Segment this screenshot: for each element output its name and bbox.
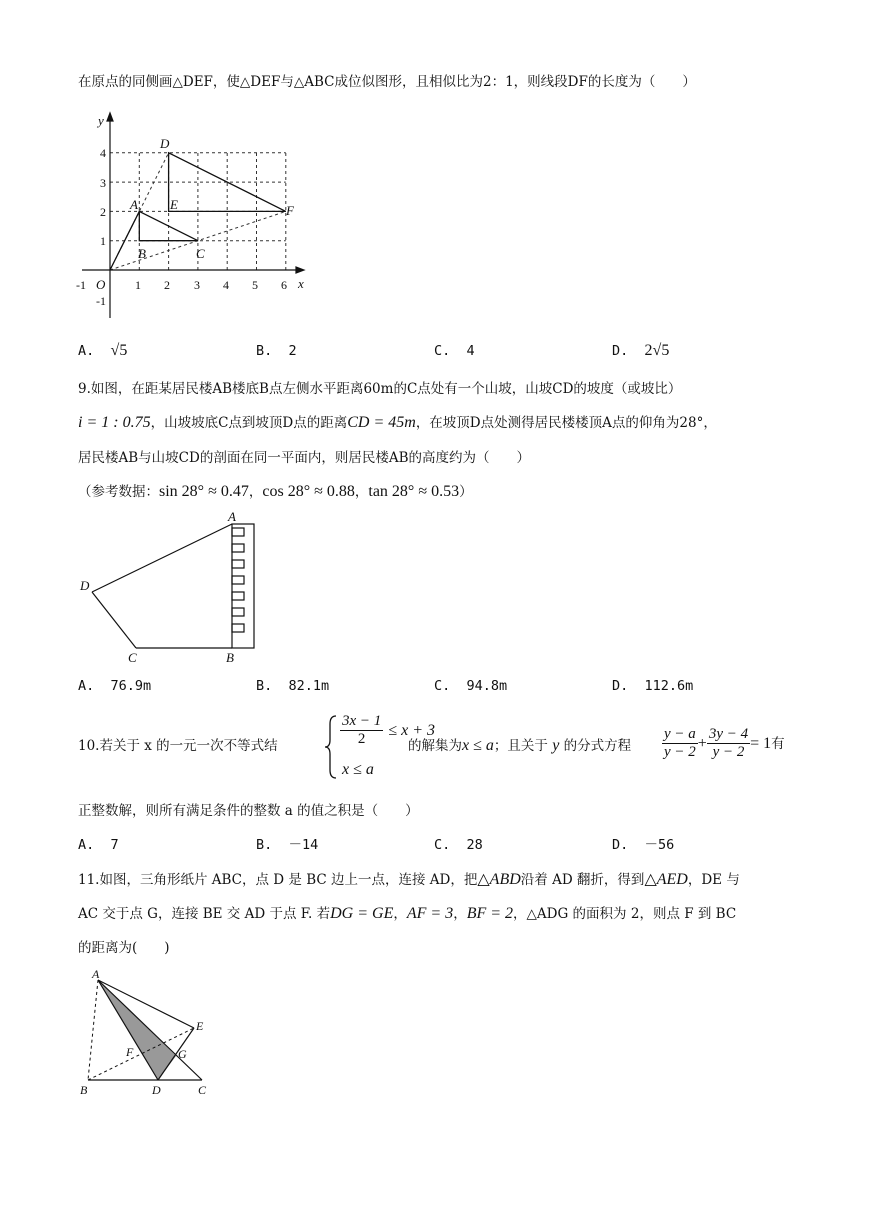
q8-stem: 在原点的同侧画△DEF，使△DEF与△ABC成位似图形，且相似比为2：1，则线段DF的长度为（ ）	[78, 74, 696, 90]
y-tick: 3	[100, 176, 106, 190]
label-a: A	[228, 509, 236, 524]
point-f-label: F	[286, 203, 294, 218]
q10-prefix: 10.若关于 x 的一元一次不等式结	[78, 738, 278, 754]
q10-option-c[interactable]: C. 28	[434, 837, 483, 853]
point-a-label: A	[130, 197, 138, 212]
point-b-label: B	[138, 246, 146, 261]
x-tick: 1	[135, 278, 141, 292]
q9-option-d[interactable]: D. 112.6m	[612, 678, 694, 694]
label-c: C	[128, 650, 137, 665]
label-c: C	[198, 1083, 207, 1097]
x-tick: 3	[194, 278, 200, 292]
q10-brace	[324, 714, 338, 780]
label-d: D	[80, 578, 90, 593]
label-e: E	[196, 1019, 204, 1033]
label-b: B	[226, 650, 234, 665]
q9-option-c[interactable]: C. 94.8m	[434, 678, 508, 694]
q10-option-d[interactable]: D. －56	[612, 837, 675, 853]
q8-option-b[interactable]: B. 2	[256, 343, 297, 359]
q10-line2: 正整数解，则所有满足条件的整数 a 的值之积是（ ）	[78, 803, 419, 819]
q9-figure	[76, 508, 276, 668]
q9-option-a[interactable]: A. 76.9m	[78, 678, 152, 694]
x-tick: 4	[223, 278, 229, 292]
q11-figure	[76, 966, 226, 1100]
x-tick: -1	[76, 278, 86, 292]
q11-line1: 11.如图，三角形纸片 ABC，点 D 是 BC 边上一点，连接 AD，把△ABD沿着 AD 翻折，得到△AED，DE 与	[78, 871, 740, 888]
q8-coordinate-figure	[72, 108, 322, 323]
q9-line2: i = 1 : 0.75，山坡坡底C点到坡顶D点的距离CD = 45m，在坡顶D点处测得居民楼楼顶A点的仰角为28°，	[78, 414, 717, 431]
y-tick: -1	[96, 294, 106, 308]
point-c-label: C	[196, 246, 205, 261]
y-tick: 4	[100, 146, 106, 160]
label-b: B	[80, 1083, 88, 1097]
x-tick: 5	[252, 278, 258, 292]
q9-line1: 9.如图，在距某居民楼AB楼底B点左侧水平距离60m的C点处有一个山坡，山坡CD的坡度（或坡比）	[78, 381, 682, 397]
y-tick: 1	[100, 234, 106, 248]
x-axis-label: x	[298, 276, 304, 291]
q10-option-b[interactable]: B. －14	[256, 837, 319, 853]
q10-inequality-1: $\frac{3x - 1}{2}$ ≤ x + 3	[342, 713, 436, 747]
x-tick: 6	[281, 278, 287, 292]
q10-middle: 的解集为x ≤ a；且关于 y 的分式方程	[408, 737, 632, 754]
q11-line3: 的距离为( )	[78, 940, 170, 956]
q10-fractional-equation: $\frac{y - a}{y - 2}$ + $\frac{3y - 4}{y - 2}$ = 1有	[664, 726, 785, 760]
label-f: F	[126, 1045, 134, 1059]
q9-line3: 居民楼AB与山坡CD的剖面在同一平面内，则居民楼AB的高度约为（ ）	[78, 450, 530, 466]
origin-label: O	[96, 277, 106, 292]
y-tick: 2	[100, 205, 106, 219]
q9-reference-data: （参考数据：sin 28° ≈ 0.47，cos 28° ≈ 0.88，tan 28° ≈ 0.53）	[78, 483, 473, 500]
q11-line2: AC 交于点 G，连接 BE 交 AD 于点 F. 若DG = GE，AF = 3，BF = 2，△ADG 的面积为 2，则点 F 到 BC	[78, 905, 737, 922]
q8-option-d[interactable]: D. 2√5	[612, 342, 670, 359]
y-axis-label: y	[98, 113, 104, 128]
q9-option-b[interactable]: B. 82.1m	[256, 678, 330, 694]
q10-inequality-2: x ≤ a	[342, 761, 374, 778]
point-d-label: D	[160, 136, 170, 151]
point-e-label: E	[170, 197, 178, 212]
x-tick: 2	[164, 278, 170, 292]
label-d: D	[152, 1083, 161, 1097]
label-g: G	[178, 1047, 187, 1061]
q8-option-c[interactable]: C. 4	[434, 343, 475, 359]
q10-option-a[interactable]: A. 7	[78, 837, 119, 853]
q8-option-a[interactable]: A. √5	[78, 342, 128, 359]
label-a: A	[92, 967, 100, 981]
